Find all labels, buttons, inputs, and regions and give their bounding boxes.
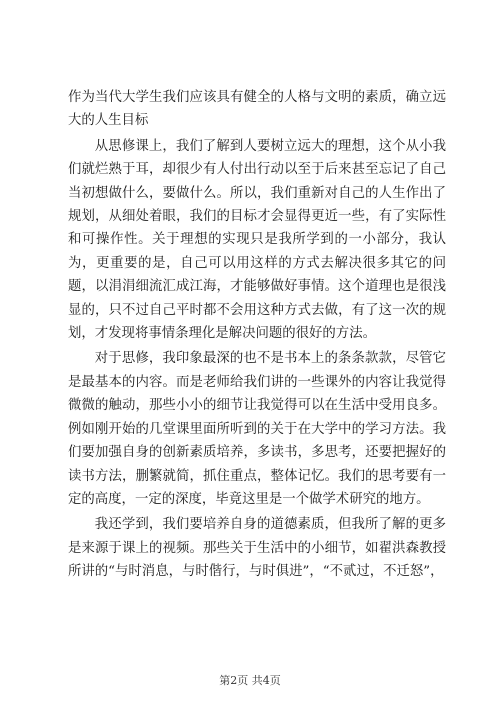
paragraph-intro: 作为当代大学生我们应该具有健全的人格与文明的素质，确立远大的人生目标 [68, 90, 446, 129]
paragraph-study-methods: 对于思修，我印象最深的也不是书本上的条条款款，尽管它是最基本的内容。而是老师给我们讲的一些课外的内容让我觉得微微的触动，那些小小的细节让我觉得可以在生活中受用良多。例如刚开始的几堂课里面所听到的关于在大学中的学习方法。我们要加强自身的创新素质培养，多读书，多思考，还要把握好的读书方法，删繁就简，抓住重点，整体记忆。我们的思考要有一定的高度，一定的深度，毕竟这里是一个做学术研究的地方。 [68, 351, 446, 507]
paragraph-ideals: 从思修课上，我们了解到人要树立远大的理想，这个从小我们就烂熟于耳，却很少有人付出行动以至于后来甚至忘记了自己当初想做什么，要做什么。所以，我们重新对自己的人生作出了规划，从细处着眼，我们的目标才会显得更近一些，有了实际性和可操作性。关于理想的实现只是我所学到的一小部分，我认为，更重要的是，自己可以用这样的方式去解决很多其它的问题，以涓涓细流汇成江海，才能够做好事情。这个道理也是很浅显的，只不过自己平时都不会用这种方式去做，有了这一次的规划，才发现将事情条理化是解决问题的很好的方法。 [68, 138, 446, 342]
page-number-footer: 第2页 共4页 [219, 674, 281, 687]
paragraph-moral-quality: 我还学到，我们要培养自身的道德素质，但我所了解的更多是来源于课上的视频。那些关于生活中的小细节，如翟洪森教授所讲的“与时消息，与时偕行，与时俱进”，“不贰过，不迁怒”， [68, 517, 446, 580]
document-body [68, 86, 446, 584]
